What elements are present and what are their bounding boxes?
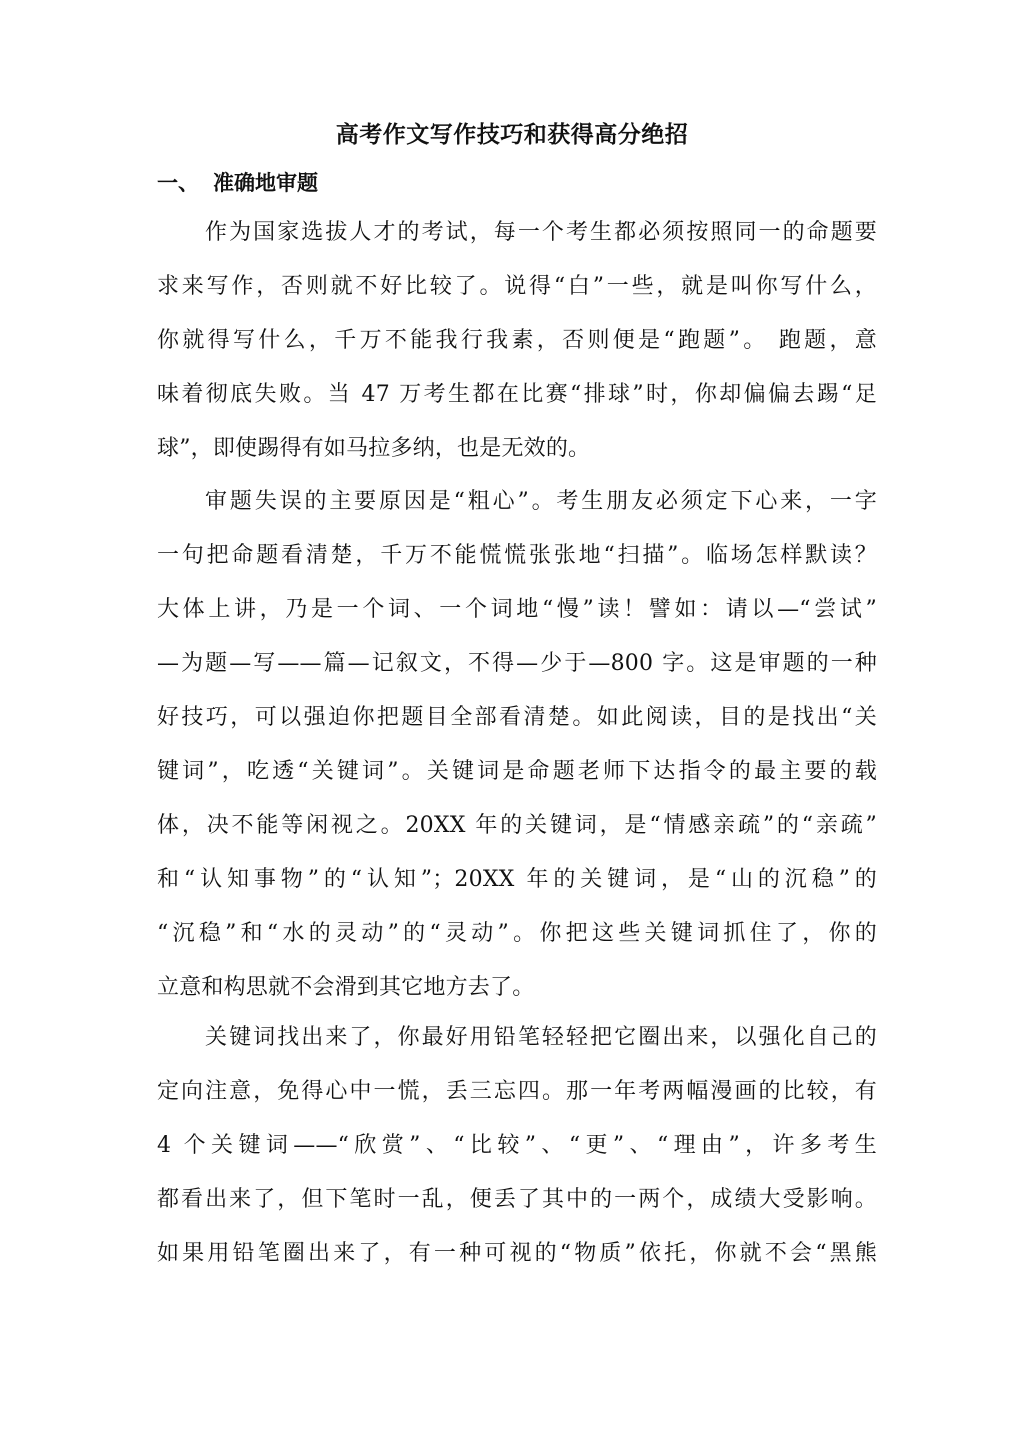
paragraph-1 [157,206,877,476]
paragraph-line: 立意和构思就不会滑到其它地方去了。 [157,975,535,1000]
paragraph-line: 4 个关键词——“欣赏”、“比较”、“更”、“理由”，许多考生 [157,1133,877,1158]
paragraph-2 [157,475,877,1015]
paragraph-line: “沉稳”和“水的灵动”的“灵动”。你把这些关键词抓住了，你的 [157,921,877,946]
paragraph-line: 和“认知事物”的“认知”；20XX 年的关键词，是“山的沉稳”的 [157,867,877,892]
paragraph-line: 求来写作，否则就不好比较了。说得“白”一些，就是叫你写什么， [157,274,877,299]
paragraph-line: 作为国家选拔人才的考试，每一个考生都必须按照同一的命题要 [205,220,877,245]
paragraph-line: —为题—写——篇—记叙文，不得—少于—800 字。这是审题的一种 [157,651,877,676]
paragraph-line: 一句把命题看清楚，千万不能慌慌张张地“扫描”。临场怎样默读？ [157,543,877,568]
paragraph-line: 键词”，吃透“关键词”。关键词是命题老师下达指令的最主要的载 [157,759,877,784]
paragraph-line: 大体上讲，乃是一个词、一个词地“慢”读！譬如：请以—“尝试” [157,597,877,622]
paragraph-line: 好技巧，可以强迫你把题目全部看清楚。如此阅读，目的是找出“关 [157,705,877,730]
paragraph-line: 审题失误的主要原因是“粗心”。考生朋友必须定下心来，一字 [205,489,877,514]
section-number: 一、 [157,171,199,195]
document-title: 高考作文写作技巧和获得高分绝招 [335,122,689,148]
paragraph-line: 你就得写什么，千万不能我行我素，否则便是“跑题”。 跑题，意 [157,328,877,353]
paragraph-line: 都看出来了，但下笔时一乱，便丢了其中的一两个，成绩大受影响。 [157,1187,877,1212]
paragraph-line: 味着彻底失败。当 47 万考生都在比赛“排球”时，你却偏偏去踢“足 [157,382,877,407]
paragraph-line: 体，决不能等闲视之。20XX 年的关键词，是“情感亲疏”的“亲疏” [157,813,877,838]
section-heading-text: 准确地审题 [213,171,318,195]
paragraph-line: 定向注意，免得心中一慌，丢三忘四。那一年考两幅漫画的比较，有 [157,1079,877,1104]
paragraph-3 [157,1011,877,1281]
section-heading [157,166,318,200]
paragraph-line: 如果用铅笔圈出来了，有一种可视的“物质”依托，你就不会“黑熊 [157,1241,877,1266]
paragraph-line: 关键词找出来了，你最好用铅笔轻轻把它圈出来，以强化自己的 [205,1025,877,1050]
paragraph-line: 球”，即使踢得有如马拉多纳，也是无效的。 [157,436,591,461]
